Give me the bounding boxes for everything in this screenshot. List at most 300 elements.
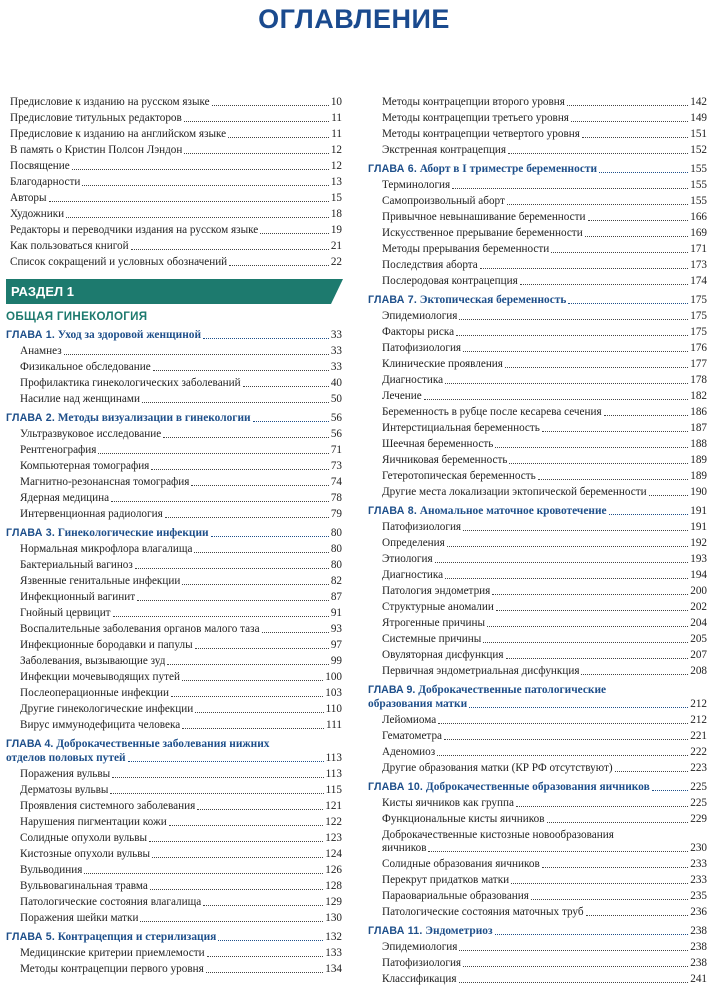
dot-leader: [98, 453, 328, 454]
toc-entry[interactable]: [6, 893, 342, 909]
entry-title: Насилие над женщинами: [20, 393, 140, 405]
page-number: 13: [330, 176, 342, 188]
dot-leader: [195, 648, 329, 649]
dot-leader: [262, 632, 329, 633]
chapter-label: ГЛАВА 5.: [6, 931, 55, 943]
page-number: 222: [690, 746, 707, 758]
dot-leader: [508, 153, 688, 154]
entry-title: Медицинские критерии приемлемости: [20, 947, 205, 959]
chapter-heading[interactable]: [368, 499, 707, 518]
dot-leader: [72, 169, 329, 170]
dot-leader: [424, 399, 688, 400]
page-number: 82: [330, 575, 342, 587]
chapter-heading[interactable]: [6, 925, 342, 944]
entry-title: Профилактика гинекологических заболеваний: [20, 377, 241, 389]
dot-leader: [459, 950, 688, 951]
toc-entry[interactable]: [368, 871, 707, 887]
entry-title: Послеоперационные инфекции: [20, 687, 169, 699]
page-number: 134: [325, 963, 342, 975]
entry-title: Факторы риска: [382, 326, 455, 338]
dot-leader: [135, 568, 329, 569]
front-matter-entry[interactable]: [6, 93, 342, 109]
dot-leader: [495, 934, 689, 935]
entry-title: Эпидемиология: [382, 941, 458, 953]
page-number: 225: [690, 797, 707, 809]
page-number: 221: [690, 730, 707, 742]
dot-leader: [487, 626, 688, 627]
entry-title: Другие гинекологические инфекции: [20, 703, 194, 715]
toc-entry[interactable]: [6, 505, 342, 521]
toc-entry[interactable]: [368, 467, 707, 483]
toc-entry[interactable]: [368, 403, 707, 419]
dot-leader: [496, 610, 688, 611]
toc-entry[interactable]: [368, 272, 707, 288]
toc-entry[interactable]: [368, 598, 707, 614]
page-number: 190: [690, 486, 707, 498]
entry-title: Бактериальный вагиноз: [20, 559, 133, 571]
toc-entry[interactable]: [368, 323, 707, 339]
entry-title: Ядерная медицина: [20, 492, 110, 504]
page-number: 208: [690, 665, 707, 677]
page-number: 111: [326, 719, 342, 731]
entry-title: Привычное невынашивание беременности: [382, 211, 586, 223]
page-number: 152: [690, 144, 707, 156]
dot-leader: [140, 921, 323, 922]
dot-leader: [131, 249, 329, 250]
chapter-heading[interactable]: [368, 157, 707, 176]
dot-leader: [507, 204, 688, 205]
dot-leader: [203, 338, 329, 339]
dot-leader: [163, 437, 329, 438]
dot-leader: [582, 137, 688, 138]
entry-title: Классификация: [382, 973, 457, 985]
dot-leader: [452, 188, 688, 189]
page-number: 200: [690, 585, 707, 597]
toc-entry[interactable]: [6, 620, 342, 636]
dot-leader: [520, 284, 688, 285]
entry-title: Художники: [10, 208, 65, 220]
dot-leader: [197, 809, 323, 810]
chapter-label: ГЛАВА 8.: [368, 505, 417, 517]
chapter-heading[interactable]: [6, 406, 342, 425]
dot-leader: [171, 696, 323, 697]
dot-leader: [588, 220, 689, 221]
toc-entry[interactable]: [368, 371, 707, 387]
entry-title: Вульводиния: [20, 864, 83, 876]
dot-leader: [445, 383, 688, 384]
dot-leader: [615, 771, 689, 772]
entry-title: Интервенционная радиология: [20, 508, 163, 520]
entry-title: Гетеротопическая беременность: [382, 470, 536, 482]
toc-entry[interactable]: [6, 425, 342, 441]
page-number: 230: [690, 842, 707, 854]
toc-entry[interactable]: [368, 451, 707, 467]
page-number: 11: [331, 112, 342, 124]
front-matter-entry[interactable]: [6, 109, 342, 125]
entry-title: Редакторы и переводчики издания на русском языке: [10, 224, 259, 236]
entry-title: Благодарности: [10, 176, 81, 188]
entry-title: Другие образования матки (КР РФ отсутствуют): [382, 762, 613, 774]
toc-entry[interactable]: [368, 483, 707, 499]
toc-entry[interactable]: [6, 342, 342, 358]
toc-entry[interactable]: [6, 556, 342, 572]
entry-title: Интерстициальная беременность: [382, 422, 540, 434]
toc-entry[interactable]: [6, 684, 342, 700]
toc-entry[interactable]: [6, 909, 342, 925]
toc-entry[interactable]: [6, 636, 342, 652]
dot-leader: [567, 105, 688, 106]
front-matter-entry[interactable]: [6, 253, 342, 269]
entry-title: Методы контрацепции второго уровня: [382, 96, 565, 108]
page-number: 177: [690, 358, 707, 370]
toc-entry[interactable]: [368, 141, 707, 157]
entry-title: Предисловие к изданию на русском языке: [10, 96, 210, 108]
toc-entry[interactable]: [6, 441, 342, 457]
page-number: 130: [325, 912, 342, 924]
dot-leader: [495, 447, 688, 448]
page-number: 205: [690, 633, 707, 645]
entry-title: Шеечная беременность: [382, 438, 494, 450]
toc-entry[interactable]: [368, 614, 707, 630]
page-number: 189: [690, 454, 707, 466]
page-number: 78: [330, 492, 342, 504]
page-number: 238: [690, 925, 707, 937]
front-matter-entry[interactable]: [6, 173, 342, 189]
toc-entry[interactable]: [368, 855, 707, 871]
entry-title: Диагностика: [382, 569, 444, 581]
toc-entry[interactable]: [368, 192, 707, 208]
page-number: 233: [690, 874, 707, 886]
page-number: 56: [330, 412, 342, 424]
front-matter-entry[interactable]: [6, 221, 342, 237]
toc-entry[interactable]: [6, 604, 342, 620]
dot-leader: [206, 972, 323, 973]
toc-entry[interactable]: [6, 813, 342, 829]
dot-leader: [456, 335, 688, 336]
chapter-label: ГЛАВА 2.: [6, 412, 55, 424]
dot-leader: [551, 252, 688, 253]
page-number: 223: [690, 762, 707, 774]
toc-entry[interactable]: [368, 954, 707, 970]
front-matter-entry[interactable]: [6, 141, 342, 157]
entry-title: Патологические состояния влагалища: [20, 896, 202, 908]
entry-title: Методы контрацепции четвертого уровня: [382, 128, 580, 140]
entry-title: Вирус иммунодефицита человека: [20, 719, 181, 731]
dot-leader: [191, 485, 328, 486]
toc-entry[interactable]: [6, 765, 342, 781]
toc-entry[interactable]: [6, 457, 342, 473]
entry-title: Лечение: [382, 390, 422, 402]
entry-title: Гематометра: [382, 730, 443, 742]
entry-title: Гнойный цервицит: [20, 607, 111, 619]
toc-entry[interactable]: [6, 652, 342, 668]
dot-leader: [195, 712, 323, 713]
entry-title: Инфекционные бородавки и папулы: [20, 639, 193, 651]
toc-entry[interactable]: [6, 877, 342, 893]
toc-entry[interactable]: [368, 794, 707, 810]
page-number: 225: [690, 781, 707, 793]
chapter-heading[interactable]: [368, 288, 707, 307]
page-number: 93: [330, 623, 342, 635]
toc-entry[interactable]: [368, 307, 707, 323]
entry-title: Магнитно-резонансная томография: [20, 476, 190, 488]
page-number: 110: [325, 703, 342, 715]
page-number: 202: [690, 601, 707, 613]
dot-leader: [609, 514, 689, 515]
page-number: 122: [325, 816, 342, 828]
dot-leader: [182, 680, 323, 681]
toc-entry[interactable]: [368, 759, 707, 775]
page-number: 155: [690, 163, 707, 175]
page-number: 236: [690, 906, 707, 918]
toc-entry[interactable]: [368, 743, 707, 759]
dot-leader: [228, 137, 329, 138]
page-number: 126: [325, 864, 342, 876]
toc-entry[interactable]: [368, 810, 707, 826]
front-matter-entry[interactable]: [6, 189, 342, 205]
page-number: 171: [690, 243, 707, 255]
entry-title: Предисловие титульных редакторов: [10, 112, 182, 124]
front-matter-entry[interactable]: [6, 205, 342, 221]
dot-leader: [599, 172, 688, 173]
entry-title: Патология эндометрия: [382, 585, 491, 597]
dot-leader: [445, 578, 688, 579]
entry-title: Вульвовагинальная травма: [20, 880, 148, 892]
toc-entry[interactable]: [368, 662, 707, 678]
dot-leader: [463, 530, 688, 531]
chapter-label: ГЛАВА 1.: [6, 329, 55, 341]
entry-title: Нормальная микрофлора влагалища: [20, 543, 193, 555]
toc-entry[interactable]: [368, 256, 707, 272]
chapter-name: Аборт в I триместре беременности: [419, 163, 598, 175]
dot-leader: [444, 739, 688, 740]
dot-leader: [184, 153, 328, 154]
toc-entry[interactable]: [6, 781, 342, 797]
page-number: 99: [330, 655, 342, 667]
entry-title: Как пользоваться книгой: [10, 240, 129, 252]
chapter-heading[interactable]: [6, 521, 342, 540]
toc-entry[interactable]: [6, 960, 342, 976]
dot-leader: [137, 600, 329, 601]
toc-entry[interactable]: [6, 572, 342, 588]
toc-entry[interactable]: [6, 473, 342, 489]
toc-entry[interactable]: [6, 668, 342, 684]
toc-entry[interactable]: [368, 355, 707, 371]
entry-title: Патофизиология: [382, 521, 462, 533]
chapter-label: ГЛАВА 9.: [368, 684, 416, 696]
toc-entry[interactable]: [368, 125, 707, 141]
entry-title: В память о Кристин Полсон Лэндон: [10, 144, 183, 156]
entry-title: Кистозные опухоли вульвы: [20, 848, 151, 860]
toc-entry[interactable]: [368, 550, 707, 566]
dot-leader: [586, 915, 689, 916]
dot-leader: [212, 105, 329, 106]
entry-title: Аденомиоз: [382, 746, 436, 758]
entry-title: Дерматозы вульвы: [20, 784, 109, 796]
page-number: 241: [690, 973, 707, 985]
entry-title: Патофизиология: [382, 342, 462, 354]
page-number: 123: [325, 832, 342, 844]
entry-title: Послеродовая контрацепция: [382, 275, 518, 287]
toc-entry[interactable]: [6, 588, 342, 604]
page-number: 188: [690, 438, 707, 450]
chapter-heading[interactable]: [368, 775, 707, 794]
toc-entry[interactable]: [368, 419, 707, 435]
toc-entry[interactable]: [368, 566, 707, 582]
chapter-heading[interactable]: [368, 678, 707, 711]
toc-right-column: [368, 93, 707, 986]
front-matter-entry[interactable]: [6, 237, 342, 253]
page-number: 100: [325, 671, 342, 683]
toc-entry[interactable]: [6, 829, 342, 845]
toc-left-column: [6, 93, 342, 976]
chapter-heading[interactable]: [368, 919, 707, 938]
toc-entry[interactable]: [368, 711, 707, 727]
chapter-label: ГЛАВА 11.: [368, 925, 423, 937]
dot-leader: [82, 185, 328, 186]
toc-entry[interactable]: [6, 944, 342, 960]
toc-entry[interactable]: [368, 887, 707, 903]
toc-entry[interactable]: [368, 387, 707, 403]
toc-entry[interactable]: [368, 240, 707, 256]
toc-entry[interactable]: [368, 903, 707, 919]
page-number: 191: [690, 521, 707, 533]
dot-leader: [568, 303, 688, 304]
page-number: 186: [690, 406, 707, 418]
entry-title: Методы контрацепции третьего уровня: [382, 112, 569, 124]
page-number: 212: [690, 698, 707, 710]
toc-entry[interactable]: [6, 358, 342, 374]
dot-leader: [480, 268, 688, 269]
dot-leader: [511, 883, 688, 884]
dot-leader: [207, 956, 324, 957]
dot-leader: [542, 431, 688, 432]
entry-title: Физикальное обследование: [20, 361, 151, 373]
entry-title: Искусственное прерывание беременности: [382, 227, 583, 239]
toc-entry[interactable]: [6, 716, 342, 732]
page-number: 212: [690, 714, 707, 726]
dot-leader: [253, 421, 329, 422]
page-number: 15: [330, 192, 342, 204]
toc-entry[interactable]: [368, 435, 707, 451]
entry-title: Диагностика: [382, 374, 444, 386]
toc-entry[interactable]: [368, 176, 707, 192]
entry-title: Определения: [382, 537, 445, 549]
dot-leader: [652, 790, 688, 791]
toc-entry[interactable]: [368, 938, 707, 954]
toc-entry[interactable]: [368, 630, 707, 646]
page-number: 91: [330, 607, 342, 619]
dot-leader: [469, 707, 688, 708]
front-matter-entry[interactable]: [6, 157, 342, 173]
toc-entry[interactable]: [368, 339, 707, 355]
dot-leader: [112, 777, 323, 778]
toc-entry[interactable]: [368, 518, 707, 534]
toc-entry[interactable]: [368, 727, 707, 743]
toc-entry[interactable]: [6, 700, 342, 716]
chapter-name: Доброкачественные образования яичников: [425, 781, 650, 793]
dot-leader: [585, 236, 689, 237]
page-number: 80: [330, 543, 342, 555]
dot-leader: [547, 822, 689, 823]
page-number: 175: [690, 294, 707, 306]
entry-title: Клинические проявления: [382, 358, 503, 370]
page-number: 33: [330, 329, 342, 341]
dot-leader: [167, 664, 328, 665]
section-title: ОБЩАЯ ГИНЕКОЛОГИЯ: [6, 310, 148, 323]
dot-leader: [531, 899, 688, 900]
dot-leader: [203, 905, 323, 906]
page-number: 235: [690, 890, 707, 902]
dot-leader: [538, 479, 689, 480]
toc-entry[interactable]: [6, 489, 342, 505]
toc-entry[interactable]: [368, 826, 707, 855]
toc-entry[interactable]: [6, 540, 342, 556]
chapter-name: Контрацепция и стерилизация: [57, 931, 217, 943]
dot-leader: [229, 265, 329, 266]
entry-title: Инфекционный вагинит: [20, 591, 136, 603]
page-number: 191: [690, 505, 707, 517]
page-number: 124: [325, 848, 342, 860]
toc-entry[interactable]: [368, 224, 707, 240]
dot-leader: [649, 495, 689, 496]
toc-entry[interactable]: [6, 797, 342, 813]
entry-title: Заболевания, вызывающие зуд: [20, 655, 166, 667]
page-number: 169: [690, 227, 707, 239]
front-matter-entry[interactable]: [6, 125, 342, 141]
entry-title: Солидные образования яичников: [382, 858, 540, 870]
entry-title: Перекрут придатков матки: [382, 874, 510, 886]
toc-entry[interactable]: [368, 646, 707, 662]
toc-entry[interactable]: [368, 534, 707, 550]
toc-entry[interactable]: [6, 390, 342, 406]
toc-entry[interactable]: [6, 845, 342, 861]
entry-title: Анамнез: [20, 345, 62, 357]
entry-title: Воспалительные заболевания органов малого таза: [20, 623, 260, 635]
page-number: 132: [325, 931, 342, 943]
entry-title: Методы контрацепции первого уровня: [20, 963, 204, 975]
dot-leader: [211, 536, 329, 537]
entry-title: Этиология: [382, 553, 433, 565]
chapter-name: Методы визуализации в гинекологии: [57, 412, 251, 424]
dot-leader: [169, 825, 324, 826]
entry-title: Беременность в рубце после кесарева сечения: [382, 406, 602, 418]
page-number: 121: [325, 800, 342, 812]
chapter-name: Гинекологические инфекции: [57, 527, 209, 539]
page-number: 175: [690, 326, 707, 338]
page-number: 50: [330, 393, 342, 405]
dot-leader: [152, 857, 323, 858]
page-number: 187: [690, 422, 707, 434]
toc-entry[interactable]: [6, 861, 342, 877]
toc-entry[interactable]: [368, 208, 707, 224]
dot-leader: [243, 386, 329, 387]
dot-leader: [438, 723, 688, 724]
chapter-heading[interactable]: [6, 732, 342, 765]
dot-leader: [84, 873, 323, 874]
toc-entry[interactable]: [368, 970, 707, 986]
page-number: 113: [325, 752, 342, 764]
chapter-name: Эктопическая беременность: [419, 294, 567, 306]
page-number: 155: [690, 179, 707, 191]
toc-entry[interactable]: [368, 109, 707, 125]
entry-title: Структурные аномалии: [382, 601, 494, 613]
entry-title: Ятрогенные причины: [382, 617, 486, 629]
toc-entry[interactable]: [368, 582, 707, 598]
toc-entry[interactable]: [368, 93, 707, 109]
chapter-heading[interactable]: [6, 323, 342, 342]
toc-entry[interactable]: [6, 374, 342, 390]
